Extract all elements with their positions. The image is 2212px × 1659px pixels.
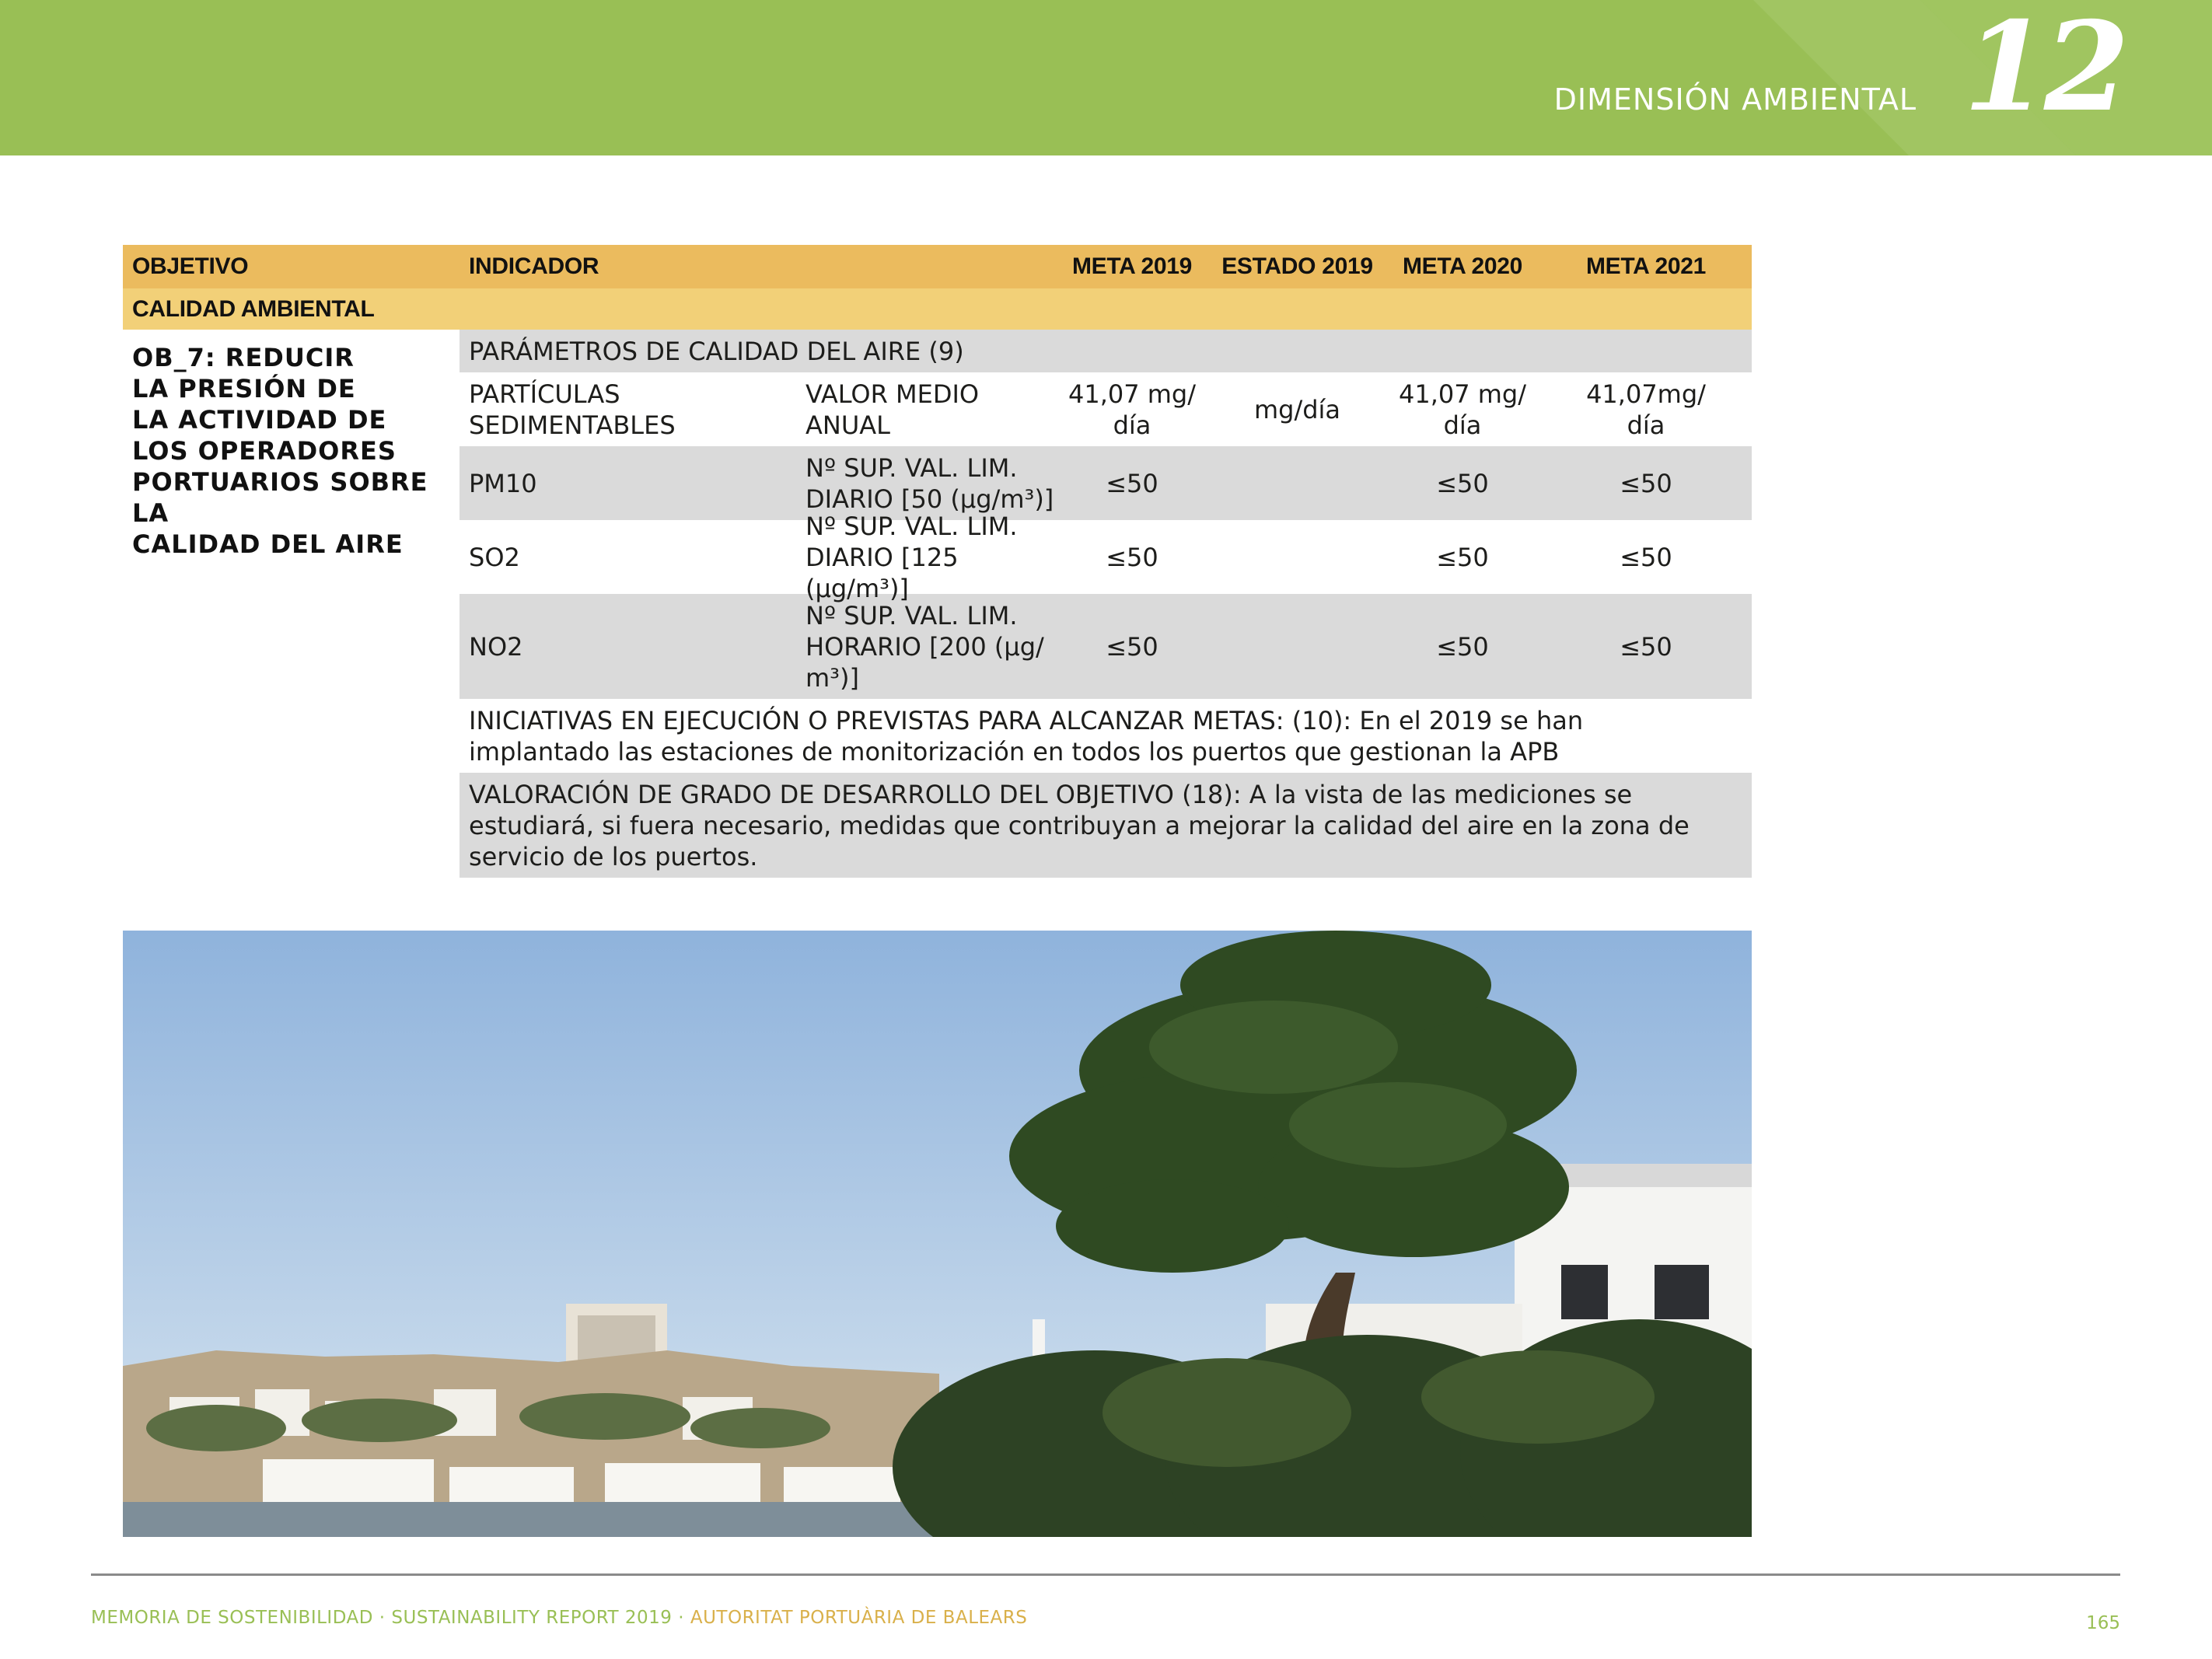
objective-line: LA ACTIVIDAD DE xyxy=(132,405,387,435)
objective-cell xyxy=(123,330,460,878)
indicator-measure: VALOR MEDIO ANUAL xyxy=(805,379,980,440)
header-objetivo: OBJETIVO xyxy=(132,253,249,279)
meta-2019-value: ≤50 xyxy=(1106,542,1158,572)
header-meta-2020: META 2020 xyxy=(1402,253,1523,279)
indicator-measure: Nº SUP. VAL. LIM. DIARIO [50 (µg/m³)] xyxy=(805,452,1054,514)
meta-2019-value: ≤50 xyxy=(1106,631,1158,662)
initiatives-text: INICIATIVAS EN EJECUCIÓN O PREVISTAS PARA ALCANZAR METAS: (10): En el 2019 se han implantado las estaciones de monitorización en todos los puertos que gestionan la APB xyxy=(469,705,1584,767)
table-body xyxy=(123,330,1752,878)
objective-line: LA PRESIÓN DE xyxy=(132,374,356,403)
table-row xyxy=(460,594,1752,699)
initiatives-row xyxy=(460,699,1752,773)
header-estado-2019: ESTADO 2019 xyxy=(1221,253,1373,279)
meta-2019-value: ≤50 xyxy=(1106,468,1158,498)
assessment-row xyxy=(460,773,1752,878)
footer-divider xyxy=(91,1573,2120,1576)
meta-2021-value: ≤50 xyxy=(1620,542,1672,572)
category-row xyxy=(123,288,1752,330)
objective-line: PORTUARIOS SOBRE LA xyxy=(132,467,428,528)
header-meta-2019: META 2019 xyxy=(1071,253,1193,279)
chapter-number: 12 xyxy=(1963,0,2125,139)
port-landscape-photo xyxy=(123,931,1752,1537)
table-header-row xyxy=(123,245,1752,288)
indicator-name: NO2 xyxy=(469,631,523,662)
meta-2020-value: ≤50 xyxy=(1436,542,1489,572)
objective-line: OB_7: REDUCIR xyxy=(132,343,355,372)
table-row xyxy=(460,511,1752,603)
table-row xyxy=(460,446,1752,520)
footer-text xyxy=(91,1608,1027,1628)
indicator-measure: Nº SUP. VAL. LIM. HORARIO [200 (µg/ m³)] xyxy=(805,600,1044,693)
assessment-text: VALORACIÓN DE GRADO DE DESARROLLO DEL OBJETIVO (18): A la vista de las mediciones se estudiará, si fuera necesario, medidas que contribuyan a mejorar la calidad del aire en la zona de servicio de los puertos. xyxy=(469,779,1690,871)
table-row xyxy=(460,372,1752,446)
footer-report-title: MEMORIA DE SOSTENIBILIDAD · SUSTAINABILITY REPORT 2019 · xyxy=(91,1608,690,1628)
header-decoration xyxy=(0,0,2212,155)
parameters-title-row xyxy=(460,330,1752,372)
meta-2021-value: 41,07mg/ día xyxy=(1586,379,1706,440)
meta-2020-value: ≤50 xyxy=(1436,631,1489,662)
page-number: 165 xyxy=(2086,1613,2120,1633)
meta-2020-value: 41,07 mg/ día xyxy=(1398,379,1527,440)
objectives-table xyxy=(123,245,1752,878)
section-title: DIMENSIÓN AMBIENTAL xyxy=(1553,82,1917,117)
objective-line: LOS OPERADORES xyxy=(132,436,397,466)
indicator-name: SO2 xyxy=(469,542,520,572)
meta-2021-value: ≤50 xyxy=(1620,631,1672,662)
meta-2020-value: ≤50 xyxy=(1436,468,1489,498)
parameters-title: PARÁMETROS DE CALIDAD DEL AIRE (9) xyxy=(469,336,964,366)
indicator-name: PM10 xyxy=(469,468,537,498)
meta-2021-value: ≤50 xyxy=(1620,468,1672,498)
indicator-measure: Nº SUP. VAL. LIM. DIARIO [125 (µg/m³)] xyxy=(805,511,1018,603)
estado-2019-value: mg/día xyxy=(1253,394,1341,424)
indicator-rows xyxy=(460,330,1752,878)
landscape-illustration xyxy=(123,931,1752,1537)
footer-organization: AUTORITAT PORTUÀRIA DE BALEARS xyxy=(690,1608,1028,1628)
header-meta-2021: META 2021 xyxy=(1585,253,1707,279)
meta-2019-value: 41,07 mg/ día xyxy=(1068,379,1197,440)
indicator-name: PARTÍCULAS SEDIMENTABLES xyxy=(469,379,676,440)
page-header xyxy=(0,0,2212,155)
objective-line: CALIDAD DEL AIRE xyxy=(132,529,404,559)
header-indicador: INDICADOR xyxy=(469,253,599,279)
category-label: CALIDAD AMBIENTAL xyxy=(132,295,375,322)
